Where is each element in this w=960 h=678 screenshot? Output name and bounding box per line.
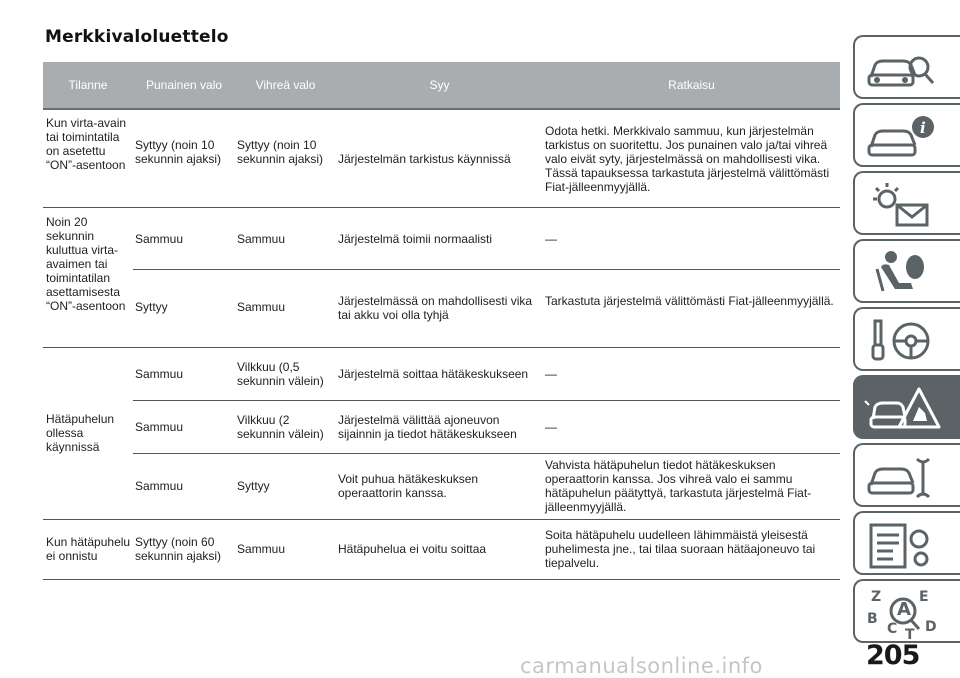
warning-light-message-icon xyxy=(863,177,943,233)
svg-text:i: i xyxy=(920,119,926,137)
cell-situation: Hätäpuhelun ollessa käynnissä xyxy=(43,347,133,519)
cell-red-light: Syttyy xyxy=(133,269,235,347)
tab-car-wrench[interactable] xyxy=(853,443,960,507)
tab-car-accident-warning[interactable] xyxy=(853,375,960,439)
cell-green-light: Sammuu xyxy=(235,269,336,347)
cell-cause: Hätäpuhelua ei voitu soittaa xyxy=(336,519,543,579)
table-row xyxy=(43,207,840,269)
cell-situation: Kun virta-avain tai toimintatila on asetettu “ON”-asentoon xyxy=(43,109,133,207)
table-row xyxy=(43,109,840,207)
car-accident-warning-icon xyxy=(863,381,943,437)
table-header-row xyxy=(43,62,840,109)
cell-red-light: Sammuu xyxy=(133,400,235,453)
index-letter: E xyxy=(919,589,929,605)
cell-solution: — xyxy=(543,400,840,453)
cell-green-light: Syttyy (noin 10 sekunnin ajaksi) xyxy=(235,109,336,207)
page-title: Merkkivaloluettelo xyxy=(45,27,229,47)
cell-red-light: Syttyy (noin 10 sekunnin ajaksi) xyxy=(133,109,235,207)
cell-cause: Voit puhua hätäkeskuksen operaattorin kanssa. xyxy=(336,453,543,519)
cell-solution: Odota hetki. Merkkivalo sammuu, kun järjestelmän tarkistus on suoritettu. Jos punainen valo ja/tai vihreä valo eivät syty, järjestelmässä on mahdollisesti vika. Tässä tapauksessa tarkastuta järjestelmä välittömästi Fiat-jälleenmyyjällä. xyxy=(543,109,840,207)
cell-green-light: Syttyy xyxy=(235,453,336,519)
cell-green-light: Vilkkuu (0,5 sekunnin välein) xyxy=(235,347,336,400)
indicator-light-table xyxy=(43,62,840,580)
table-row xyxy=(43,347,840,400)
specs-gear-icon xyxy=(863,517,943,573)
seat-airbag-icon xyxy=(863,245,943,301)
table-row xyxy=(43,400,840,453)
tab-warning-light-message[interactable] xyxy=(853,171,960,235)
header-red-light: Punainen valo xyxy=(133,62,235,109)
index-letter: B xyxy=(867,611,878,627)
alphabet-index-icon xyxy=(863,585,943,641)
cell-solution: Tarkastuta järjestelmä välittömästi Fiat-jälleenmyyjällä. xyxy=(543,269,840,347)
index-letter: D xyxy=(925,619,937,635)
header-situation: Tilanne xyxy=(43,62,133,109)
tab-key-steering-wheel[interactable] xyxy=(853,307,960,371)
table-row xyxy=(43,519,840,579)
tab-car-magnifier[interactable] xyxy=(853,35,960,99)
car-magnifier-icon xyxy=(863,41,943,97)
cell-cause: Järjestelmässä on mahdollisesti vika tai akku voi olla tyhjä xyxy=(336,269,543,347)
cell-red-light: Sammuu xyxy=(133,207,235,269)
tab-car-info[interactable] xyxy=(853,103,960,167)
cell-situation: Noin 20 sekunnin kuluttua virta-avaimen tai toimintatilan asettamisesta “ON”-asentoon xyxy=(43,207,133,347)
index-letter: Z xyxy=(871,589,882,605)
cell-cause: Järjestelmä välittää ajoneuvon sijainnin ja tiedot hätäkeskukseen xyxy=(336,400,543,453)
index-letter: T xyxy=(905,627,915,641)
cell-solution: Vahvista hätäpuhelun tiedot hätäkeskuksen operaattorin kanssa. Jos vihreä valo ei sammu hätäpuhelun päätyttyä, tarkastuta järjestelmä Fiat-jälleenmyyjällä. xyxy=(543,453,840,519)
cell-cause: Järjestelmän tarkistus käynnissä xyxy=(336,109,543,207)
cell-situation: Kun hätäpuhelu ei onnistu xyxy=(43,519,133,579)
cell-red-light: Sammuu xyxy=(133,347,235,400)
cell-solution: — xyxy=(543,207,840,269)
cell-green-light: Sammuu xyxy=(235,519,336,579)
page-number: 205 xyxy=(866,640,920,671)
index-letter: A xyxy=(897,599,911,620)
cell-solution: — xyxy=(543,347,840,400)
index-letter: C xyxy=(887,621,898,637)
cell-green-light: Sammuu xyxy=(235,207,336,269)
header-solution: Ratkaisu xyxy=(543,62,840,109)
cell-cause: Järjestelmä toimii normaalisti xyxy=(336,207,543,269)
header-cause: Syy xyxy=(336,62,543,109)
cell-solution: Soita hätäpuhelu uudelleen lähimmäistä yleisestä puhelimesta jne., tai tilaa suoraan hätäajoneuvo tai tiepalvelu. xyxy=(543,519,840,579)
cell-red-light: Sammuu xyxy=(133,453,235,519)
tab-seat-airbag[interactable] xyxy=(853,239,960,303)
cell-cause: Järjestelmä soittaa hätäkeskukseen xyxy=(336,347,543,400)
watermark: carmanualsonline.info xyxy=(520,654,763,678)
key-steering-wheel-icon xyxy=(863,313,943,369)
table-row xyxy=(43,453,840,519)
car-info-icon xyxy=(863,109,943,165)
table-row xyxy=(43,269,840,347)
header-green-light: Vihreä valo xyxy=(235,62,336,109)
cell-red-light: Syttyy (noin 60 sekunnin ajaksi) xyxy=(133,519,235,579)
cell-green-light: Vilkkuu (2 sekunnin välein) xyxy=(235,400,336,453)
tab-specs-gear[interactable] xyxy=(853,511,960,575)
tab-alphabet-index[interactable] xyxy=(853,579,960,643)
car-wrench-icon xyxy=(863,449,943,505)
